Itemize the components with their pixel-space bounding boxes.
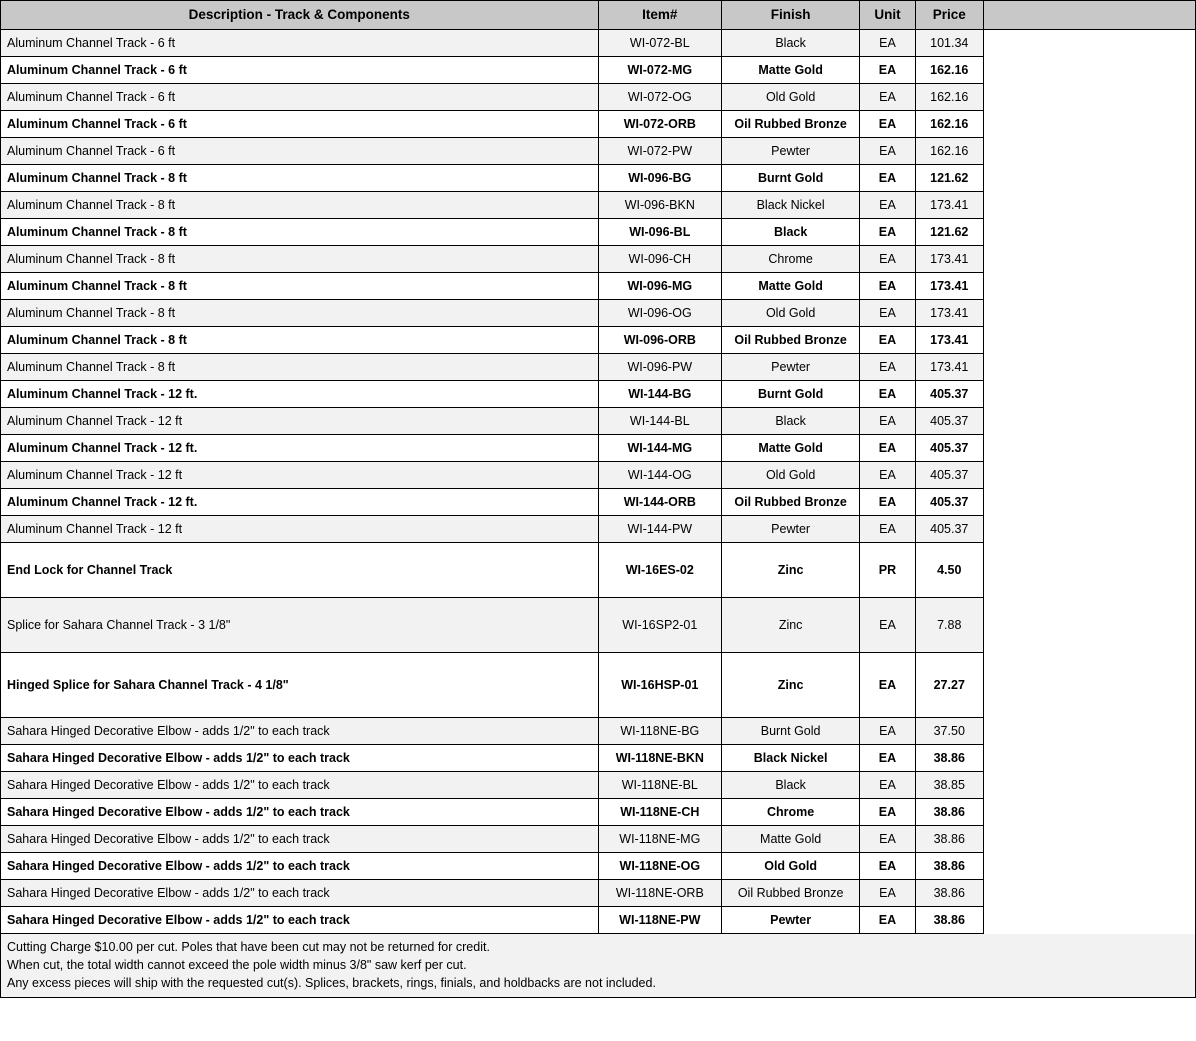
table-row: [1, 408, 1196, 435]
cell-spacer: [983, 516, 1195, 543]
column-header-finish: Finish: [722, 1, 860, 30]
cell-unit: EA: [860, 462, 916, 489]
cell-description: End Lock for Channel Track: [1, 543, 599, 598]
cell-description: Sahara Hinged Decorative Elbow - adds 1/2" to each track: [1, 907, 599, 934]
cell-item-number: WI-072-ORB: [598, 111, 722, 138]
cell-finish: Burnt Gold: [722, 165, 860, 192]
cell-item-number: WI-144-MG: [598, 435, 722, 462]
cell-description: Aluminum Channel Track - 8 ft: [1, 273, 599, 300]
cell-unit: EA: [860, 273, 916, 300]
cell-price: 38.86: [915, 799, 983, 826]
cell-spacer: [983, 219, 1195, 246]
cell-item-number: WI-118NE-MG: [598, 826, 722, 853]
cell-description: Sahara Hinged Decorative Elbow - adds 1/2" to each track: [1, 880, 599, 907]
cell-unit: EA: [860, 516, 916, 543]
cell-spacer: [983, 826, 1195, 853]
cell-description: Sahara Hinged Decorative Elbow - adds 1/2" to each track: [1, 718, 599, 745]
cell-spacer: [983, 853, 1195, 880]
cell-description: Aluminum Channel Track - 6 ft: [1, 138, 599, 165]
cell-item-number: WI-16SP2-01: [598, 598, 722, 653]
cell-description: Aluminum Channel Track - 12 ft: [1, 516, 599, 543]
cell-spacer: [983, 165, 1195, 192]
cell-price: 405.37: [915, 462, 983, 489]
cell-unit: EA: [860, 246, 916, 273]
table-row: [1, 165, 1196, 192]
table-row: [1, 111, 1196, 138]
cell-item-number: WI-144-OG: [598, 462, 722, 489]
cell-unit: EA: [860, 799, 916, 826]
cell-spacer: [983, 57, 1195, 84]
cell-price: 405.37: [915, 381, 983, 408]
table-row: [1, 907, 1196, 934]
table-row: [1, 853, 1196, 880]
cell-unit: EA: [860, 653, 916, 718]
cell-finish: Matte Gold: [722, 826, 860, 853]
table-row: [1, 300, 1196, 327]
table-row: [1, 772, 1196, 799]
cell-item-number: WI-144-BG: [598, 381, 722, 408]
cell-item-number: WI-096-CH: [598, 246, 722, 273]
cell-unit: EA: [860, 718, 916, 745]
cell-item-number: WI-144-BL: [598, 408, 722, 435]
cell-finish: Old Gold: [722, 853, 860, 880]
cell-item-number: WI-096-PW: [598, 354, 722, 381]
cell-spacer: [983, 435, 1195, 462]
table-row: [1, 192, 1196, 219]
table-row: [1, 219, 1196, 246]
cell-description: Aluminum Channel Track - 6 ft: [1, 30, 599, 57]
cell-finish: Black: [722, 219, 860, 246]
cell-finish: Burnt Gold: [722, 381, 860, 408]
cell-unit: EA: [860, 138, 916, 165]
table-row: [1, 826, 1196, 853]
cell-finish: Old Gold: [722, 84, 860, 111]
cell-spacer: [983, 273, 1195, 300]
cell-description: Aluminum Channel Track - 8 ft: [1, 219, 599, 246]
cell-unit: EA: [860, 30, 916, 57]
cell-price: 173.41: [915, 300, 983, 327]
cell-finish: Oil Rubbed Bronze: [722, 880, 860, 907]
cell-spacer: [983, 745, 1195, 772]
footnote-line: When cut, the total width cannot exceed the pole width minus 3/8" saw kerf per cut.: [7, 958, 467, 973]
cell-item-number: WI-096-BL: [598, 219, 722, 246]
column-header-unit: Unit: [860, 1, 916, 30]
cell-finish: Pewter: [722, 516, 860, 543]
table-row: [1, 273, 1196, 300]
cell-price: 162.16: [915, 57, 983, 84]
cell-description: Splice for Sahara Channel Track - 3 1/8": [1, 598, 599, 653]
cell-unit: EA: [860, 192, 916, 219]
cell-unit: EA: [860, 745, 916, 772]
cell-finish: Chrome: [722, 246, 860, 273]
table-row: [1, 516, 1196, 543]
cell-finish: Pewter: [722, 354, 860, 381]
cell-finish: Matte Gold: [722, 57, 860, 84]
cell-item-number: WI-118NE-BKN: [598, 745, 722, 772]
cell-finish: Black: [722, 772, 860, 799]
cell-item-number: WI-072-BL: [598, 30, 722, 57]
cell-unit: EA: [860, 111, 916, 138]
cell-description: Sahara Hinged Decorative Elbow - adds 1/2" to each track: [1, 745, 599, 772]
cell-price: 121.62: [915, 219, 983, 246]
table-row: [1, 598, 1196, 653]
cell-spacer: [983, 84, 1195, 111]
cell-spacer: [983, 300, 1195, 327]
cell-spacer: [983, 653, 1195, 718]
cell-spacer: [983, 462, 1195, 489]
cell-description: Aluminum Channel Track - 12 ft.: [1, 435, 599, 462]
table-body: [1, 30, 1196, 934]
column-header-item: Item#: [598, 1, 722, 30]
cell-unit: EA: [860, 327, 916, 354]
cell-price: 173.41: [915, 246, 983, 273]
cell-spacer: [983, 772, 1195, 799]
cell-unit: EA: [860, 381, 916, 408]
cell-price: 27.27: [915, 653, 983, 718]
cell-unit: EA: [860, 907, 916, 934]
cell-description: Sahara Hinged Decorative Elbow - adds 1/2" to each track: [1, 853, 599, 880]
table-header: [1, 1, 1196, 30]
cell-unit: EA: [860, 408, 916, 435]
footnote-line: Any excess pieces will ship with the requested cut(s). Splices, brackets, rings, finials, and holdbacks are not included.: [7, 976, 656, 991]
cell-price: 405.37: [915, 516, 983, 543]
cell-unit: EA: [860, 598, 916, 653]
cell-price: 162.16: [915, 84, 983, 111]
cell-price: 4.50: [915, 543, 983, 598]
table-row: [1, 745, 1196, 772]
cell-finish: Black: [722, 30, 860, 57]
cell-description: Aluminum Channel Track - 8 ft: [1, 192, 599, 219]
table-row: [1, 799, 1196, 826]
cell-finish: Black Nickel: [722, 192, 860, 219]
cell-price: 37.50: [915, 718, 983, 745]
cell-item-number: WI-096-BG: [598, 165, 722, 192]
cell-price: 38.86: [915, 745, 983, 772]
cell-unit: EA: [860, 880, 916, 907]
cell-description: Aluminum Channel Track - 8 ft: [1, 165, 599, 192]
cell-price: 101.34: [915, 30, 983, 57]
cell-item-number: WI-118NE-BG: [598, 718, 722, 745]
cell-unit: EA: [860, 165, 916, 192]
cell-item-number: WI-16ES-02: [598, 543, 722, 598]
cell-unit: EA: [860, 772, 916, 799]
cell-finish: Oil Rubbed Bronze: [722, 327, 860, 354]
cell-spacer: [983, 718, 1195, 745]
cell-description: Sahara Hinged Decorative Elbow - adds 1/2" to each track: [1, 772, 599, 799]
cell-spacer: [983, 246, 1195, 273]
cell-item-number: WI-118NE-ORB: [598, 880, 722, 907]
footnotes: [0, 934, 1196, 998]
cell-unit: EA: [860, 853, 916, 880]
cell-price: 38.85: [915, 772, 983, 799]
table-row: [1, 84, 1196, 111]
cell-description: Sahara Hinged Decorative Elbow - adds 1/2" to each track: [1, 799, 599, 826]
column-header-spacer: [983, 1, 1195, 30]
cell-price: 405.37: [915, 435, 983, 462]
cell-unit: PR: [860, 543, 916, 598]
table-row: [1, 327, 1196, 354]
cell-description: Aluminum Channel Track - 12 ft: [1, 462, 599, 489]
cell-spacer: [983, 354, 1195, 381]
table-row: [1, 653, 1196, 718]
cell-unit: EA: [860, 219, 916, 246]
cell-item-number: WI-096-OG: [598, 300, 722, 327]
cell-spacer: [983, 327, 1195, 354]
cell-item-number: WI-072-PW: [598, 138, 722, 165]
cell-price: 405.37: [915, 489, 983, 516]
cell-description: Aluminum Channel Track - 6 ft: [1, 84, 599, 111]
table-row: [1, 381, 1196, 408]
cell-finish: Old Gold: [722, 462, 860, 489]
cell-item-number: WI-16HSP-01: [598, 653, 722, 718]
cell-finish: Burnt Gold: [722, 718, 860, 745]
cell-description: Aluminum Channel Track - 6 ft: [1, 57, 599, 84]
cell-item-number: WI-096-BKN: [598, 192, 722, 219]
cell-item-number: WI-118NE-BL: [598, 772, 722, 799]
cell-description: Aluminum Channel Track - 8 ft: [1, 300, 599, 327]
cell-spacer: [983, 907, 1195, 934]
cell-price: 162.16: [915, 111, 983, 138]
cell-description: Aluminum Channel Track - 8 ft: [1, 246, 599, 273]
cell-spacer: [983, 880, 1195, 907]
table-row: [1, 57, 1196, 84]
table-row: [1, 138, 1196, 165]
cell-description: Aluminum Channel Track - 12 ft.: [1, 381, 599, 408]
cell-finish: Old Gold: [722, 300, 860, 327]
cell-finish: Zinc: [722, 543, 860, 598]
header-row: [1, 1, 1196, 30]
table-row: [1, 435, 1196, 462]
cell-price: 121.62: [915, 165, 983, 192]
cell-description: Hinged Splice for Sahara Channel Track - 4 1/8": [1, 653, 599, 718]
footnote-line: Cutting Charge $10.00 per cut. Poles that have been cut may not be returned for credit.: [7, 940, 490, 954]
cell-spacer: [983, 408, 1195, 435]
cell-description: Aluminum Channel Track - 6 ft: [1, 111, 599, 138]
cell-item-number: WI-118NE-OG: [598, 853, 722, 880]
cell-spacer: [983, 192, 1195, 219]
cell-spacer: [983, 543, 1195, 598]
cell-spacer: [983, 111, 1195, 138]
cell-finish: Black Nickel: [722, 745, 860, 772]
cell-description: Aluminum Channel Track - 8 ft: [1, 327, 599, 354]
cell-spacer: [983, 381, 1195, 408]
cell-finish: Zinc: [722, 653, 860, 718]
cell-item-number: WI-118NE-CH: [598, 799, 722, 826]
cell-price: 173.41: [915, 354, 983, 381]
table-row: [1, 489, 1196, 516]
cell-finish: Chrome: [722, 799, 860, 826]
table-row: [1, 462, 1196, 489]
cell-unit: EA: [860, 84, 916, 111]
cell-price: 7.88: [915, 598, 983, 653]
table-row: [1, 354, 1196, 381]
cell-finish: Pewter: [722, 138, 860, 165]
cell-description: Aluminum Channel Track - 12 ft.: [1, 489, 599, 516]
cell-finish: Matte Gold: [722, 435, 860, 462]
table-row: [1, 543, 1196, 598]
cell-item-number: WI-096-MG: [598, 273, 722, 300]
cell-price: 173.41: [915, 327, 983, 354]
cell-price: 173.41: [915, 273, 983, 300]
cell-item-number: WI-096-ORB: [598, 327, 722, 354]
cell-description: Aluminum Channel Track - 8 ft: [1, 354, 599, 381]
cell-item-number: WI-144-PW: [598, 516, 722, 543]
cell-price: 405.37: [915, 408, 983, 435]
cell-price: 38.86: [915, 853, 983, 880]
cell-spacer: [983, 598, 1195, 653]
cell-item-number: WI-072-OG: [598, 84, 722, 111]
cell-price: 173.41: [915, 192, 983, 219]
cell-finish: Black: [722, 408, 860, 435]
cell-price: 38.86: [915, 880, 983, 907]
cell-finish: Oil Rubbed Bronze: [722, 111, 860, 138]
table-row: [1, 880, 1196, 907]
cell-finish: Oil Rubbed Bronze: [722, 489, 860, 516]
column-header-price: Price: [915, 1, 983, 30]
cell-description: Sahara Hinged Decorative Elbow - adds 1/2" to each track: [1, 826, 599, 853]
cell-spacer: [983, 489, 1195, 516]
cell-unit: EA: [860, 354, 916, 381]
cell-spacer: [983, 799, 1195, 826]
cell-unit: EA: [860, 57, 916, 84]
cell-finish: Zinc: [722, 598, 860, 653]
table-row: [1, 246, 1196, 273]
cell-spacer: [983, 138, 1195, 165]
table-row: [1, 718, 1196, 745]
cell-finish: Pewter: [722, 907, 860, 934]
table-row: [1, 30, 1196, 57]
cell-price: 38.86: [915, 907, 983, 934]
cell-unit: EA: [860, 489, 916, 516]
cell-item-number: WI-072-MG: [598, 57, 722, 84]
cell-spacer: [983, 30, 1195, 57]
cell-item-number: WI-118NE-PW: [598, 907, 722, 934]
cell-item-number: WI-144-ORB: [598, 489, 722, 516]
cell-finish: Matte Gold: [722, 273, 860, 300]
column-header-description: Description - Track & Components: [1, 1, 599, 30]
cell-price: 162.16: [915, 138, 983, 165]
cell-unit: EA: [860, 826, 916, 853]
cell-unit: EA: [860, 435, 916, 462]
cell-description: Aluminum Channel Track - 12 ft: [1, 408, 599, 435]
cell-price: 38.86: [915, 826, 983, 853]
cell-unit: EA: [860, 300, 916, 327]
